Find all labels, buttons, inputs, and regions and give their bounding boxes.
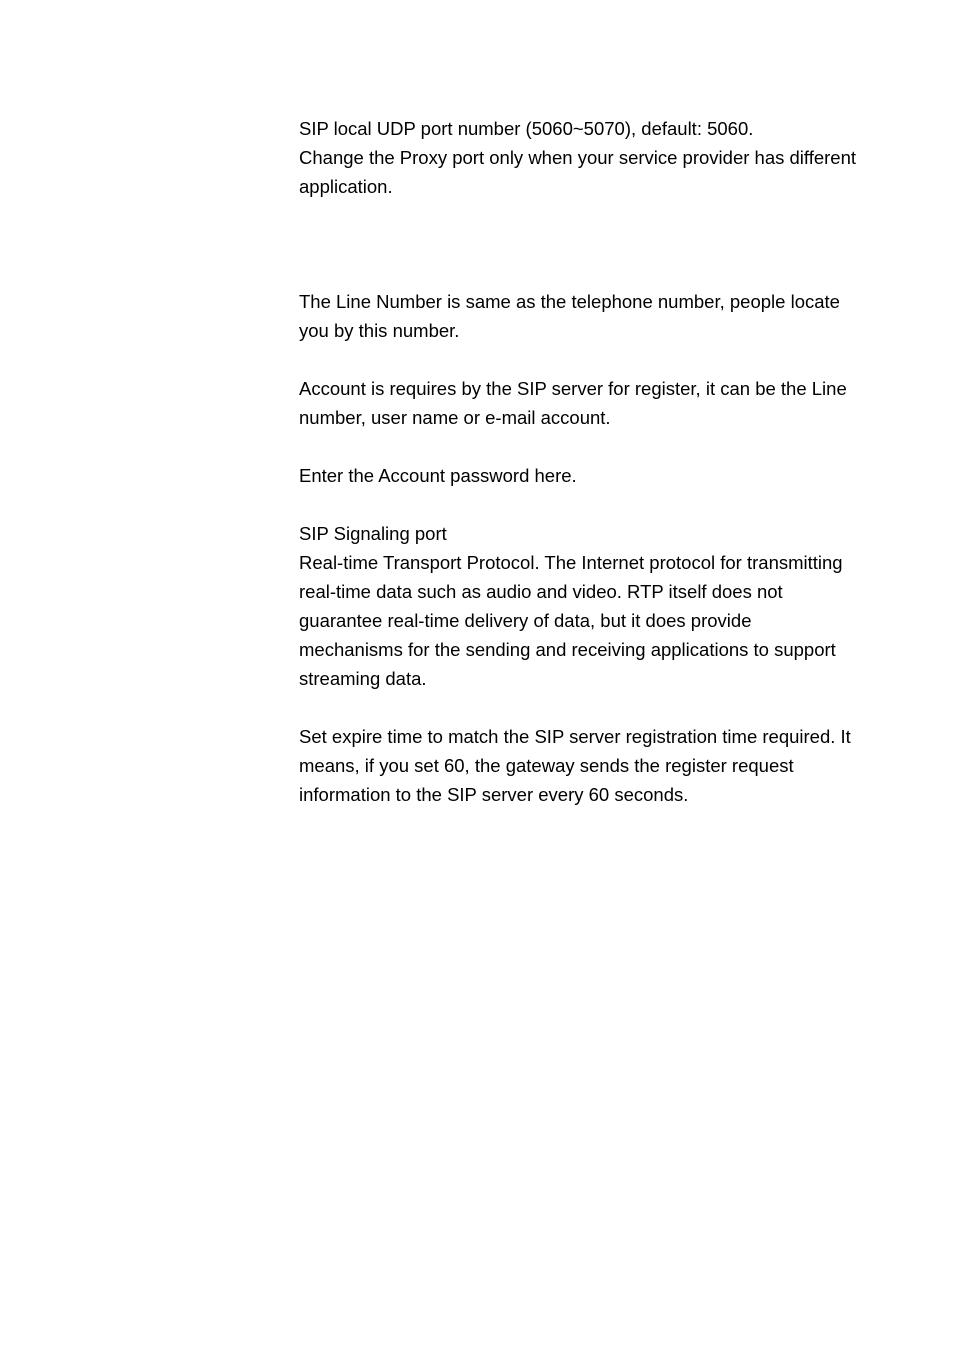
spacer bbox=[299, 693, 859, 722]
spacer bbox=[299, 345, 859, 374]
account-description: Account is requires by the SIP server for register, it can be the Line number, user name or e-mail account. bbox=[299, 378, 847, 428]
udp-port-description: SIP local UDP port number (5060~5070), default: 5060. bbox=[299, 118, 754, 139]
sip-signaling-port-description: SIP Signaling port bbox=[299, 523, 447, 544]
password-description: Enter the Account password here. bbox=[299, 465, 577, 486]
rtp-description: Real-time Transport Protocol. The Internet protocol for transmitting real-time data such as audio and video. RTP itself does not guarantee real-time delivery of data, but it does provide mechanisms for the sending and receiving applications to support streaming data. bbox=[299, 552, 843, 689]
expire-time-description: Set expire time to match the SIP server registration time required. It means, if you set 60, the gateway sends the register request information to the SIP server every 60 seconds. bbox=[299, 726, 851, 805]
spacer bbox=[299, 432, 859, 461]
line-number-description: The Line Number is same as the telephone number, people locate you by this number. bbox=[299, 291, 840, 341]
spacer bbox=[299, 201, 859, 287]
document-body bbox=[299, 114, 859, 809]
spacer bbox=[299, 490, 859, 519]
proxy-port-description: Change the Proxy port only when your service provider has different application. bbox=[299, 147, 857, 197]
